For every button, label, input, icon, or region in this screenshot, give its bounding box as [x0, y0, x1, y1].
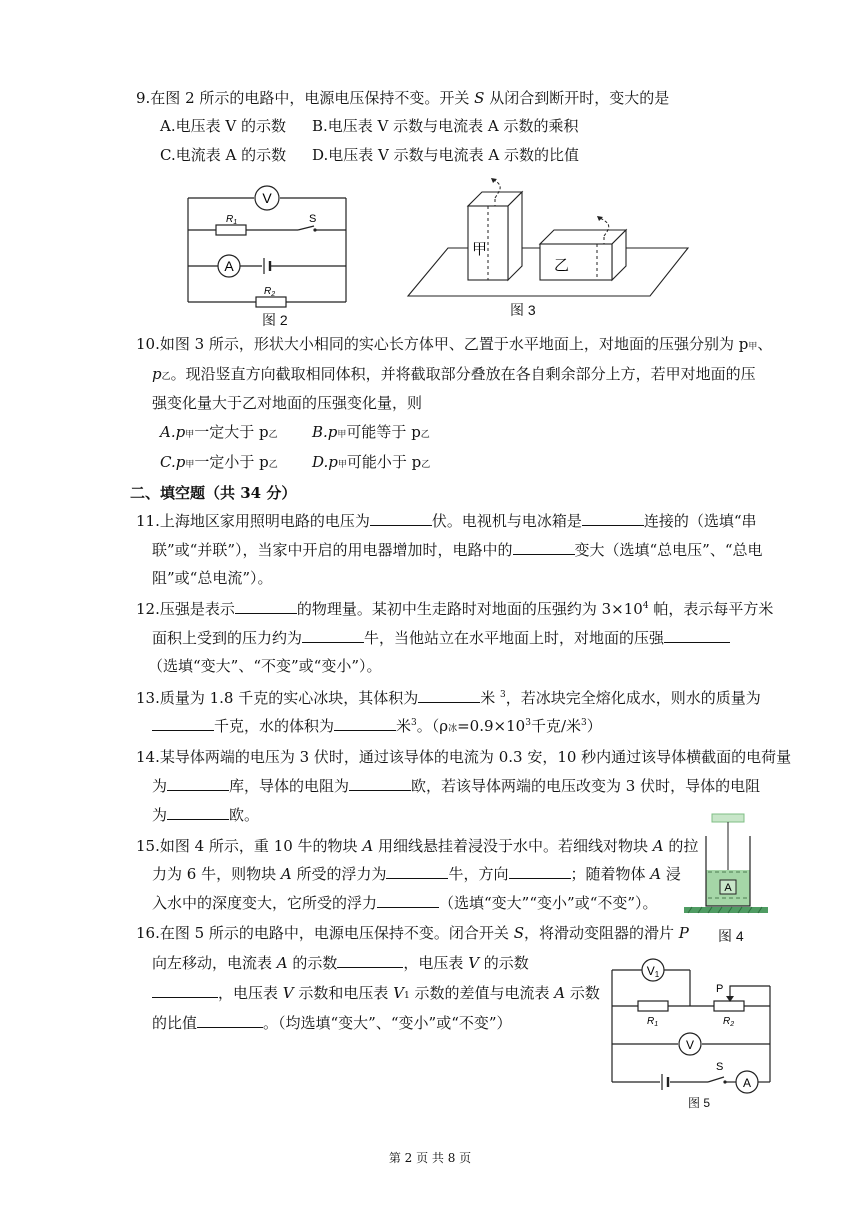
q16-line3: ，电压表 V 示数和电压表 V1 示数的差值与电流表 A 示数	[152, 983, 600, 1006]
block-yi-label: 乙	[554, 257, 570, 274]
q11-line1: 11.上海地区家用照明电路的电压为 伏。电视机与电冰箱是 连接的（选填“串	[136, 512, 757, 530]
q11-blank-3[interactable]	[513, 540, 575, 555]
figure-4-caption: 图 4	[718, 928, 744, 944]
q13-line2: 千克，水的体积为 米$^3$。（ρ冰$=0.9\times 10^3$千克/米$^3$）	[152, 716, 602, 739]
ammeter-a-label: A	[742, 1076, 752, 1090]
q15-blank-1[interactable]	[386, 864, 448, 879]
switch-s-label: S	[716, 1061, 724, 1073]
block-a-label: A	[724, 882, 732, 894]
q10-line1: 10.如图 3 所示，形状大小相同的实心长方体甲、乙置于水平地面上，对地面的压强分别为 p甲、	[136, 335, 773, 353]
q12-line3: （选填“变大”、“不变”或“变小”）。	[148, 657, 382, 675]
q10-line2: p乙。现沿竖直方向截取相同体积，并将截取部分叠放在各自剩余部分上方，若甲对地面的压	[152, 365, 756, 383]
switch-contact	[313, 228, 316, 231]
q11-blank-1[interactable]	[370, 511, 432, 526]
figure-3-blocks	[400, 170, 690, 302]
q14-line2: 为 库，导体的电阻为 欧，若该导体两端的电压改变为 3 伏时，导体的电阻	[152, 777, 761, 795]
ammeter-label: A	[224, 258, 234, 274]
figure-5-circuit	[604, 958, 780, 1094]
q12-blank-1[interactable]	[235, 599, 297, 614]
q10-option-d: D.p甲可能小于 p乙	[312, 453, 431, 471]
q13-blank-3[interactable]	[334, 716, 396, 731]
q9-stem: 9.在图 2 所示的电路中，电源电压保持不变。开关 S 从闭合到断开时，变大的是	[136, 89, 670, 107]
q15-blank-3[interactable]	[377, 893, 439, 908]
q12-line1: 12.压强是表示 的物理量。某初中生走路时对地面的压强约为 $3\times 10^4$ 帕，表示每平方米	[136, 600, 774, 618]
page-footer: 第 2 页 共 8 页	[388, 1151, 472, 1165]
q14-blank-1[interactable]	[167, 776, 229, 791]
figure-3-caption: 图 3	[510, 302, 536, 318]
q12-blank-3[interactable]	[664, 628, 730, 643]
q13-blank-2[interactable]	[152, 716, 214, 731]
q16-line2: 向左移动，电流表 A 的示数 ，电压表 V 的示数	[152, 954, 529, 972]
q11-blank-2[interactable]	[582, 511, 644, 526]
q15-line1: 15.如图 4 所示，重 10 牛的物块 A 用细线悬挂着浸没于水中。若细线对物块 A 的拉	[136, 837, 699, 855]
resistor-r1-label: $R_1$	[226, 214, 238, 226]
resistor-r1-label: $R_1$	[647, 1016, 659, 1028]
q16-line1: 16.在图 5 所示的电路中，电源电压保持不变。闭合开关 S，将滑动变阻器的滑片 P	[136, 924, 689, 942]
q13-blank-1[interactable]	[418, 688, 480, 703]
q15-line3: 入水中的深度变大，它所受的浮力 （选填“变大”“变小”或“不变”）。	[152, 894, 658, 912]
q13-line1: 13.质量为 1.8 千克的实心冰块，其体积为 米 $^3$，若冰块完全熔化成水，则水的质量为	[136, 689, 761, 707]
ground-base	[684, 907, 768, 913]
q14-line1: 14.某导体两端的电压为 3 伏时，通过该导体的电流为 0.3 安，10 秒内通过该导体横截面的电荷量	[136, 748, 792, 766]
q14-blank-2[interactable]	[349, 776, 411, 791]
q12-blank-2[interactable]	[302, 628, 364, 643]
q9-option-a: A.电压表 V 的示数	[160, 117, 286, 135]
voltmeter-v1-label: V1	[646, 964, 660, 979]
q12-line2: 面积上受到的压力约为 牛，当他站立在水平地面上时，对地面的压强	[152, 628, 730, 648]
q16-blank-3[interactable]	[197, 1013, 263, 1028]
section-2-heading: 二、填空题（共 34 分）	[130, 484, 297, 502]
q14-line3: 为 欧。	[152, 806, 260, 824]
block-jia-label: 甲	[472, 241, 488, 258]
switch-contact	[723, 1080, 726, 1083]
support-bar	[712, 814, 744, 822]
q14-blank-3[interactable]	[167, 805, 229, 820]
q10-option-a: A.p甲一定大于 p乙	[160, 423, 278, 441]
figure-4-beaker	[682, 812, 770, 924]
q11-line3: 阻”或“总电流”）。	[152, 569, 273, 587]
switch-label: S	[309, 213, 317, 225]
voltmeter-v-label: V	[685, 1038, 695, 1052]
q10-option-c: C.p甲一定小于 p乙	[160, 453, 278, 471]
q10-line3: 强变化量大于乙对地面的压强变化量，则	[152, 394, 423, 412]
figure-5-caption: 图 5	[688, 1096, 711, 1110]
q11-line2: 联”或“并联”），当家中开启的用电器增加时，电路中的 变大（选填“总电压”、“总电	[152, 541, 763, 559]
q10-option-b: B.p甲可能等于 p乙	[312, 423, 430, 441]
q16-blank-2[interactable]	[152, 983, 218, 998]
q16-blank-1[interactable]	[337, 953, 403, 968]
q16-line4: 的比值 。（均选填“变大”、“变小”或“不变”）	[152, 1014, 512, 1032]
resistor-r2-label: $R_2$	[723, 1016, 735, 1028]
q9-option-d: D.电压表 V 示数与电流表 A 示数的比值	[312, 146, 579, 164]
q9-option-c: C.电流表 A 的示数	[160, 146, 287, 164]
voltmeter-label: V	[262, 190, 272, 206]
q15-blank-2[interactable]	[509, 864, 571, 879]
q15-line2: 力为 6 牛，则物块 A 所受的浮力为 牛，方向 ；随着物体 A 浸	[152, 865, 681, 883]
resistor-r2-label: $R_2$	[264, 286, 276, 298]
slider-p-label: P	[716, 983, 724, 995]
q9-option-b: B.电压表 V 示数与电流表 A 示数的乘积	[312, 117, 579, 135]
figure-2-circuit	[180, 182, 360, 330]
figure-2-caption: 图 2	[262, 312, 288, 328]
